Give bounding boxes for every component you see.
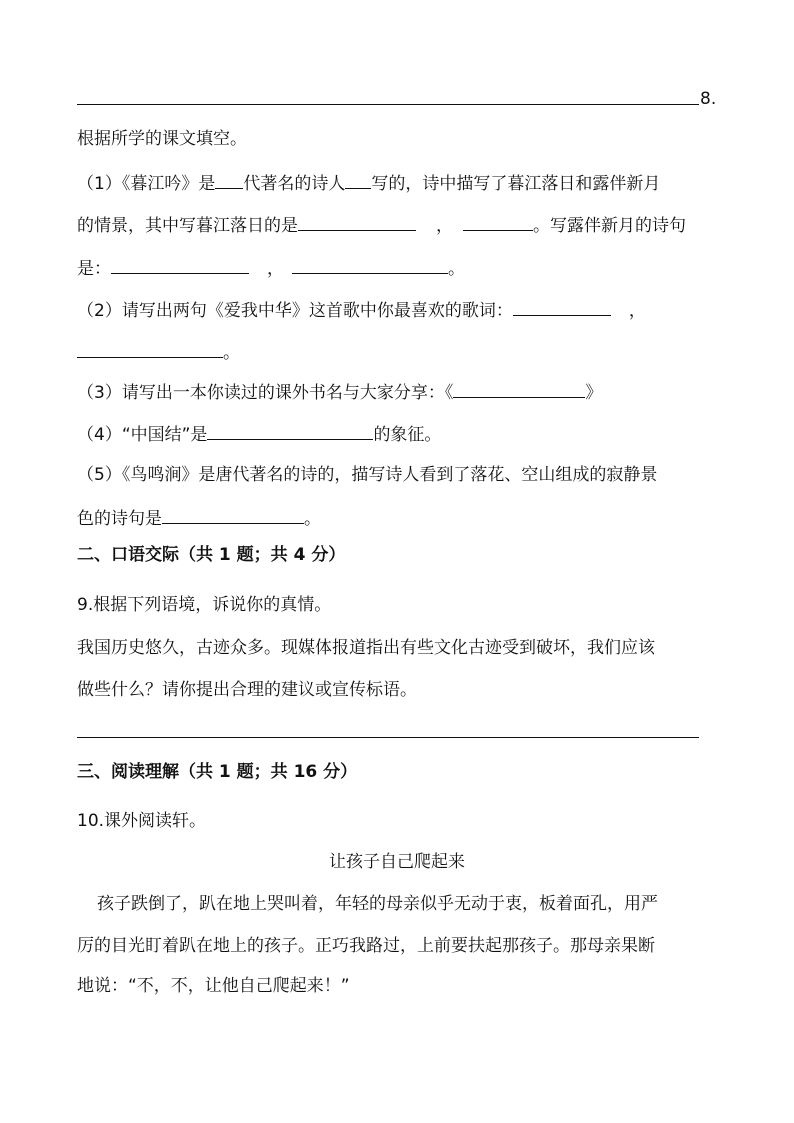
q8-item1-text-b: 代著名的诗人 [243, 174, 346, 194]
q8-item1-line2 [77, 213, 686, 237]
article-para-line2: 厉的目光盯着趴在地上的孩子。正巧我路过，上前要扶起那孩子。那母亲果断 [77, 936, 655, 956]
blank-sunset-line1[interactable] [298, 213, 416, 231]
article-title: 让孩子自己爬起来 [329, 852, 465, 872]
q8-item3-text-b: 》 [585, 383, 603, 403]
q8-item1-text-d: 的情景，其中写暮江落日的是 [77, 216, 298, 236]
q8-item3 [77, 380, 602, 404]
article-para-line3: 地说：“不，不，让他自己爬起来！” [77, 976, 350, 996]
blank-lyric-2[interactable] [77, 340, 223, 358]
q8-item5-line1: （5）《鸟鸣涧》是唐代著名的诗的，描写诗人看到了落花、空山组成的寂静景 [77, 465, 658, 485]
q8-item1-comma: ， [436, 216, 453, 236]
blank-poem-line[interactable] [162, 506, 304, 524]
q8-item1-line3 [77, 256, 465, 280]
section2-heading: 二、口语交际（共 1 题；共 4 分） [77, 545, 346, 565]
q8-item5-text-c: 。 [304, 509, 321, 529]
q8-item2-line1 [77, 298, 646, 322]
article-para-line1: 孩子跌倒了，趴在地上哭叫着，年轻的母亲似乎无动于衷，板着面孔，用严 [97, 894, 658, 914]
q8-item1-text-e: 。写露伴新月的诗句 [533, 216, 686, 236]
q8-item2-comma: ， [628, 301, 646, 321]
q8-item4 [77, 422, 441, 446]
q8-item2-end: 。 [223, 343, 240, 363]
q8-item5-line2 [77, 506, 321, 530]
blank-sunset-line2[interactable] [463, 213, 533, 231]
q9-title: 9.根据下列语境，诉说你的真情。 [77, 595, 332, 615]
q8-item1-text-c: 写的，诗中描写了暮江落日和露伴新月 [371, 174, 661, 194]
q8-item1-text-g: 。 [448, 259, 465, 279]
blank-moon-line1[interactable] [111, 256, 249, 274]
blank-chinese-knot[interactable] [207, 422, 373, 440]
q8-instruction: 根据所学的课文填空。 [77, 129, 247, 149]
section3-heading: 三、阅读理解（共 1 题；共 16 分） [77, 762, 358, 782]
answer-line-q7 [77, 104, 699, 105]
blank-book-title[interactable] [453, 380, 585, 398]
q9-text-line1: 我国历史悠久，古迹众多。现媒体报道指出有些文化古迹受到破坏，我们应该 [77, 638, 655, 658]
blank-lyric-1[interactable] [513, 298, 611, 316]
blank-dynasty[interactable] [215, 171, 243, 189]
q8-item1-text-a: （1）《暮江吟》是 [77, 174, 216, 194]
q8-item1-line1 [77, 171, 660, 195]
q8-item4-text-b: 的象征。 [373, 425, 442, 445]
q8-item3-text-a: （3）请写出一本你读过的课外书名与大家分享：《 [77, 383, 454, 403]
question-number-8: 8. [700, 89, 717, 109]
q8-item1-comma-2: ， [267, 259, 284, 279]
q8-item2-line2 [77, 340, 240, 364]
blank-moon-line2[interactable] [292, 256, 448, 274]
q9-text-line2: 做些什么？请你提出合理的建议或宣传标语。 [77, 680, 417, 700]
q8-item4-text-a: （4）“中国结”是 [77, 425, 208, 445]
q8-item5-text-b: 色的诗句是 [77, 509, 162, 529]
q8-item1-text-f: 是： [77, 259, 111, 279]
q10-title: 10.课外阅读轩。 [77, 811, 207, 831]
q8-item2-text-a: （2）请写出两句《爱我中华》这首歌中你最喜欢的歌词： [77, 301, 513, 321]
q9-answer-line[interactable] [77, 737, 699, 738]
blank-poet[interactable] [345, 171, 371, 189]
